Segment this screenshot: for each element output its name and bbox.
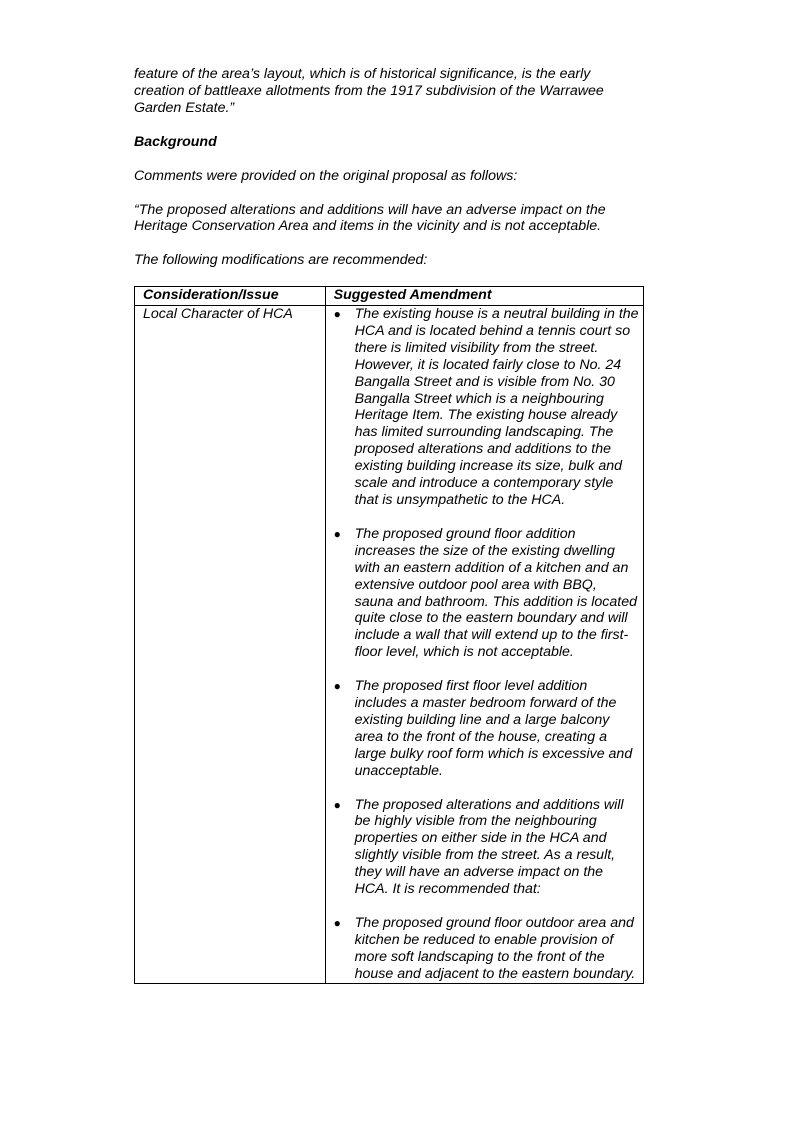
amendment-list [326,306,643,983]
table-row [135,306,644,984]
header-suggested-amendment: Suggested Amendment [325,287,643,306]
list-item: ● The proposed ground floor outdoor area and kitchen be reduced to enable provision of more soft landscaping to the front of the house and adjacent to the eastern boundary. [333,915,636,982]
header-consideration: Consideration/Issue [135,287,326,306]
list-item: ● The proposed ground floor addition increases the size of the existing dwelling with an eastern addition of a kitchen and an extensive outdoor pool area with BBQ, sauna and bathroom. This addition is located quite close to the eastern boundary and will include a wall that will extend up to the first-floor level, which is not acceptable. [333,525,637,661]
background-heading: Background [134,133,217,150]
intro-quote-continuation: feature of the area’s layout, which is of historical significance, is the early creation of battleaxe allotments from the 1917 subdivision of the Warrawee Garden Estate.” [134,66,604,116]
bullet-icon: ● [333,679,341,694]
recommendation-intro: The following modifications are recommended: [134,252,428,269]
bullet-icon: ● [333,307,341,321]
list-item: ● The existing house is a neutral building in the HCA and is located behind a tennis court so there is limited visibility from the street. However, it is located fairly close to No. 24 Bangalla Street and is visible from No. 30 Bangalla Street which is a neighbouring Heritage Item. The existing house already has limited surrounding landscaping. The proposed alterations and additions to the existing building increase its size, bulk and scale and introduce a contemporary style that is unsympathetic to the HCA. [333,306,639,508]
list-item: ● The proposed alterations and additions will be highly visible from the neighbouring properties on either side in the HCA and slightly visible from the street. As a result, they will have an adverse impact on the HCA. It is recommended that: [333,796,624,898]
amendment-table [134,286,644,984]
bullet-icon: ● [333,916,341,930]
amendment-cell [325,306,643,984]
bullet-icon: ● [333,797,341,812]
comments-intro: Comments were provided on the original proposal as follows: [134,167,518,184]
bullet-icon: ● [333,526,341,541]
list-item: ● The proposed first floor level addition includes a master bedroom forward of the existing building line and a large balcony area to the front of the house, creating a large bulky roof form which is excessive and unacceptable. [333,678,633,779]
document-body [134,66,644,269]
table-header-row [135,287,644,306]
original-comment-quote: “The proposed alterations and additions will have an adverse impact on the Heritage Conservation Area and items in the vicinity and is not acceptable. [134,201,606,235]
issue-cell: Local Character of HCA [135,306,326,984]
